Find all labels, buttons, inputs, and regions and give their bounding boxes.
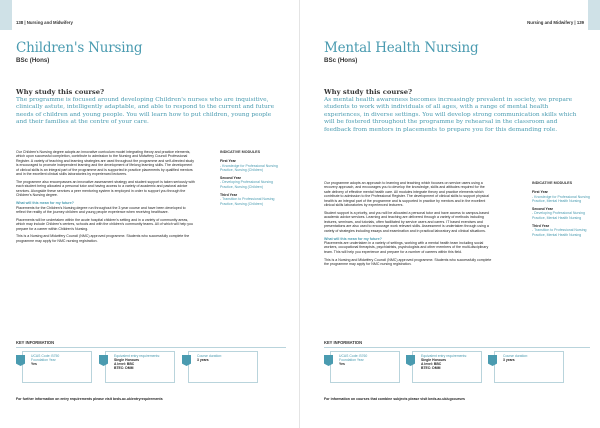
key-info-box-duration [488,351,564,383]
footer-note: For information on courses that combine subjects please visit beds.ac.uk/ugcourses [324,397,466,401]
key-info-label: Course duration: [503,353,529,358]
key-information-rule [16,347,286,348]
indicative-modules [220,150,286,210]
key-info-sublabel: Foundation Year [31,357,56,362]
intro-paragraph: As mental health awareness becomes increasingly prevalent in society, we prepare students to work with individuals of all ages, with a range of mental health experiences, in diverse settings. You will develop strong communication skills which will be fostered throughout the programme by rehearsal in the classroom and feedback from mentors in placements to prepare you for this demanding role. [324,97,577,133]
page-gutter [299,0,300,428]
module-year: Second Year [220,176,241,181]
key-info-label: UCAS Code: B750 [31,353,60,358]
footer-note: For further information on entry requirements please visit beds.ac.uk/entryrequirements [16,397,163,401]
key-info-box-ucas [324,351,400,383]
modules-heading: INDICATIVE MODULES [220,150,261,154]
page-tab-marker [0,0,12,30]
module-list: - Transition to Professional Nursing Practice, Mental Health Nursing [532,228,587,237]
body-paragraph: Placements will be undertaken within the acute hospital children's setting and in a variety of community areas, which may include Children's centres, schools and with the children's community teams. All of which will help you prepare for a career within Children's Nursing. [16,217,194,231]
module-year: First Year [532,190,548,195]
module-year: First Year [220,159,236,164]
module-year: Second Year [532,207,553,212]
why-study-heading: Why study this course? [16,88,105,96]
key-info-label: Equivalent entry requirements: [421,353,467,358]
course-title: Mental Health Nursing [324,40,479,56]
indicative-modules [532,181,590,241]
module-list: - Developing Professional Nursing Practice, Nursing (Children) [220,180,273,189]
key-info-value: Single Honours A level: BBC BTEC: DMM [421,357,447,371]
running-header: 138 | Nursing and Midwifery [16,20,73,25]
future-subheading: What will this mean for my future? [324,236,382,241]
key-info-box-duration [182,351,258,383]
key-info-box-entry [99,351,175,383]
course-title: Children's Nursing [16,40,143,56]
modules-heading: INDICATIVE MODULES [532,181,573,185]
key-info-sublabel: Foundation Year [339,357,364,362]
page-mental-health-nursing [300,0,600,428]
module-list: - Developing Professional Nursing Practice, Mental Health Nursing [532,211,585,220]
module-list: - Knowledge for Professional Nursing Practice, Nursing (Children) [220,163,278,172]
key-info-label: Course duration: [197,353,223,358]
body-text-column [16,150,196,247]
key-info-value: Yes [339,361,345,366]
key-info-box-entry [406,351,482,383]
course-award: BSc (Hons) [324,57,358,64]
future-subheading: What will this mean for my future? [16,201,74,206]
key-info-value: 3 years [197,357,209,362]
body-text-column [324,181,492,270]
key-info-box-ucas [16,351,92,383]
body-paragraph: Our Children's Nursing degree adopts an innovative curriculum model integrating theory and practice elements, which upon successful completion, contribute to admission to the Nursing and Midwifery Council Professional Register. A variety of teaching and learning strategies are used throughout the programme and self-directed study is encouraged to promote independent learning and the development of lifelong learning skills. The development of clinical skills is an integral part of the programme and is supported in practice placements by qualified mentors and in the excellent clinical skills laboratories by experienced lecturers. [16,150,195,177]
body-paragraph: Placements for the Children's Nursing degree run throughout the 3 year course and have been developed to reflect the reality of the journey children and young people experience when receiving healthcare. [16,205,186,215]
key-info-value: Yes [31,361,37,366]
running-header: Nursing and Midwifery | 139 [527,20,584,25]
key-info-label: Equivalent entry requirements: [114,353,160,358]
key-information-rule [324,347,590,348]
body-paragraph: Student support is a priority, and you will be allocated a personal tutor and have access to campus-based academic advice services. Learning and teaching are delivered through a variety of methods including lectures, seminars, and tutorials, often facilitated by service users and carers. IT based exercises and presentations are also used to encourage work relevant skills. Assessment is undertaken through using a variety of strategies including essays and examination and in practical laboratory and clinical situations. [324,211,489,233]
why-study-heading: Why study this course? [324,88,413,96]
body-paragraph: The programme also encompasses an innovative assessment strategy and student support is taken seriously with each student being allocated a personal tutor and having access to a variety of academic and pastoral advice services. Alongside these services a peer mentoring system is employed in order to support you through the Children's Nursing degree. [16,180,195,198]
module-list: - Knowledge for Professional Nursing Practice, Mental Health Nursing [532,194,590,203]
module-year: Third Year [532,224,550,229]
key-info-value: 3 years [503,357,515,362]
key-info-label: UCAS Code: B760 [339,353,368,358]
body-paragraph: Our programme adopts an approach to learning and teaching which focuses on service users using a recovery approach, and encourages you to develop the knowledge, skills and attitudes required for the safe delivery of effective mental health care. All modules integrate theory and practice elements which contribute to admission to the Professional Register. The development of clinical skills to support physical health is an integral part of the programme and is supported in practice by mentors and in the excellent clinical skills laboratories by experienced lecturers. [324,181,489,208]
key-information-heading: KEY INFORMATION [16,340,55,345]
module-year: Third Year [220,193,238,198]
intro-paragraph: The programme is focused around developing Children's nurses who are inquisitive, clinically astute, intelligently adaptable, and able to respond to the current and future needs of children and young people. You will learn how to put children, young people and their families at the centre of your care. [16,97,275,126]
body-paragraph: This is a Nursing and Midwifery Council (NMC) approved programme. Students who successfully complete the programme may apply for NMC nursing registration. [16,234,190,243]
module-list: - Transition to Professional Nursing Practice, Nursing (Children) [220,197,275,206]
page-tab-marker [588,0,600,30]
body-paragraph: This is a Nursing and Midwifery Council (NMC) approved programme. Students who successfully complete the programme may apply for NMC nursing registration. [324,257,492,267]
course-award: BSc (Hons) [16,57,50,64]
key-information-heading: KEY INFORMATION [324,340,363,345]
body-paragraph: Placements are undertaken in a variety of settings, working with a mental health team including social workers, occupational therapists, psychiatrists, psychologists and other members of the multi-disciplinary team. This will help you experience and prepare for a number of careers within this field. [324,241,489,254]
key-info-value: Single Honours A level: BBC BTEC: DMM [114,357,140,371]
